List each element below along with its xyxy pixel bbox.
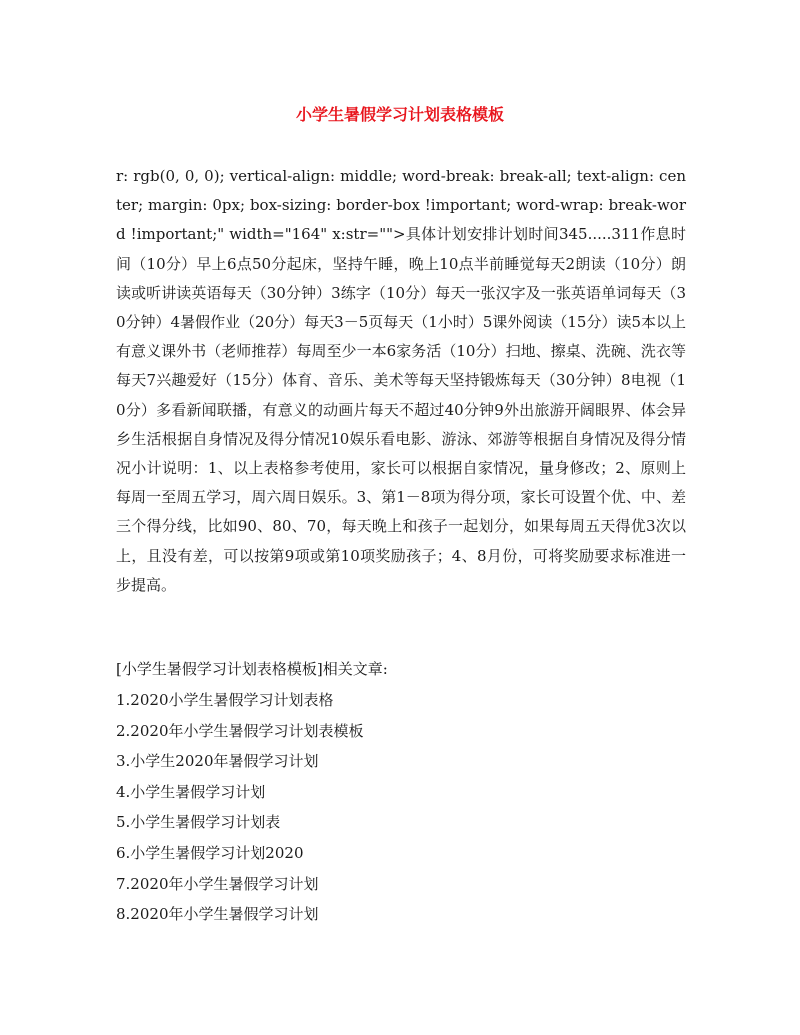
related-article-link[interactable]: 2.2020年小学生暑假学习计划表模板 [116, 721, 364, 740]
related-articles-heading: [小学生暑假学习计划表格模板]相关文章: [116, 660, 388, 678]
related-article-link[interactable]: 3.小学生2020年暑假学习计划 [116, 752, 319, 771]
related-article-link[interactable]: 1.2020小学生暑假学习计划表格 [116, 691, 334, 709]
related-article-link[interactable]: 8.2020年小学生暑假学习计划 [116, 905, 319, 924]
related-article-link[interactable]: 5.小学生暑假学习计划表 [116, 813, 281, 832]
related-article-link[interactable]: 4.小学生暑假学习计划 [116, 782, 266, 801]
related-article-link[interactable]: 7.2020年小学生暑假学习计划 [116, 874, 319, 893]
related-article-link[interactable]: 6.小学生暑假学习计划2020 [116, 843, 304, 862]
page-title: 小学生暑假学习计划表格模板 [295, 105, 504, 124]
related-articles-section [116, 654, 686, 930]
related-articles-list [116, 685, 686, 930]
body-paragraph: r: rgb(0, 0, 0); vertical-align: middle; word-break: break-all; text-align: center; margin: 0px; box-sizing: border-box !important; word-wrap: break-word !important;" width="164" x:str="">具体计划安排计划时间345.....311作息时间（10分）早上6点50分起床，坚持午睡，晚上10点半前睡觉每天2朗读（10分）朗读或听讲读英语每天（30分钟）3练字（10分）每天一张汉字及一张英语单词每天（30分钟）4暑假作业（20分）每天3－5页每天（1小时）5课外阅读（15分）读5本以上有意义课外书（老师推荐）每周至少一本6家务活（10分）扫地、擦桌、洗碗、洗衣等每天7兴趣爱好（15分）体育、音乐、美术等每天坚持锻炼每天（30分钟）8电视（10分）多看新闻联播，有意义的动画片每天不超过40分钟9外出旅游开阔眼界、体会异乡生活根据自身情况及得分情况10娱乐看电影、游泳、郊游等根据自身情况及得分情况小计说明：1、以上表格参考使用，家长可以根据自家情况，量身修改；2、原则上每周一至周五学习，周六周日娱乐。3、第1－8项为得分项，家长可设置个优、中、差三个得分线，比如90、80、70，每天晚上和孩子一起划分，如果每周五天得优3次以上，且没有差，可以按第9项或第10项奖励孩子；4、8月份，可将奖励要求标准进一步提高。 [116, 167, 686, 594]
